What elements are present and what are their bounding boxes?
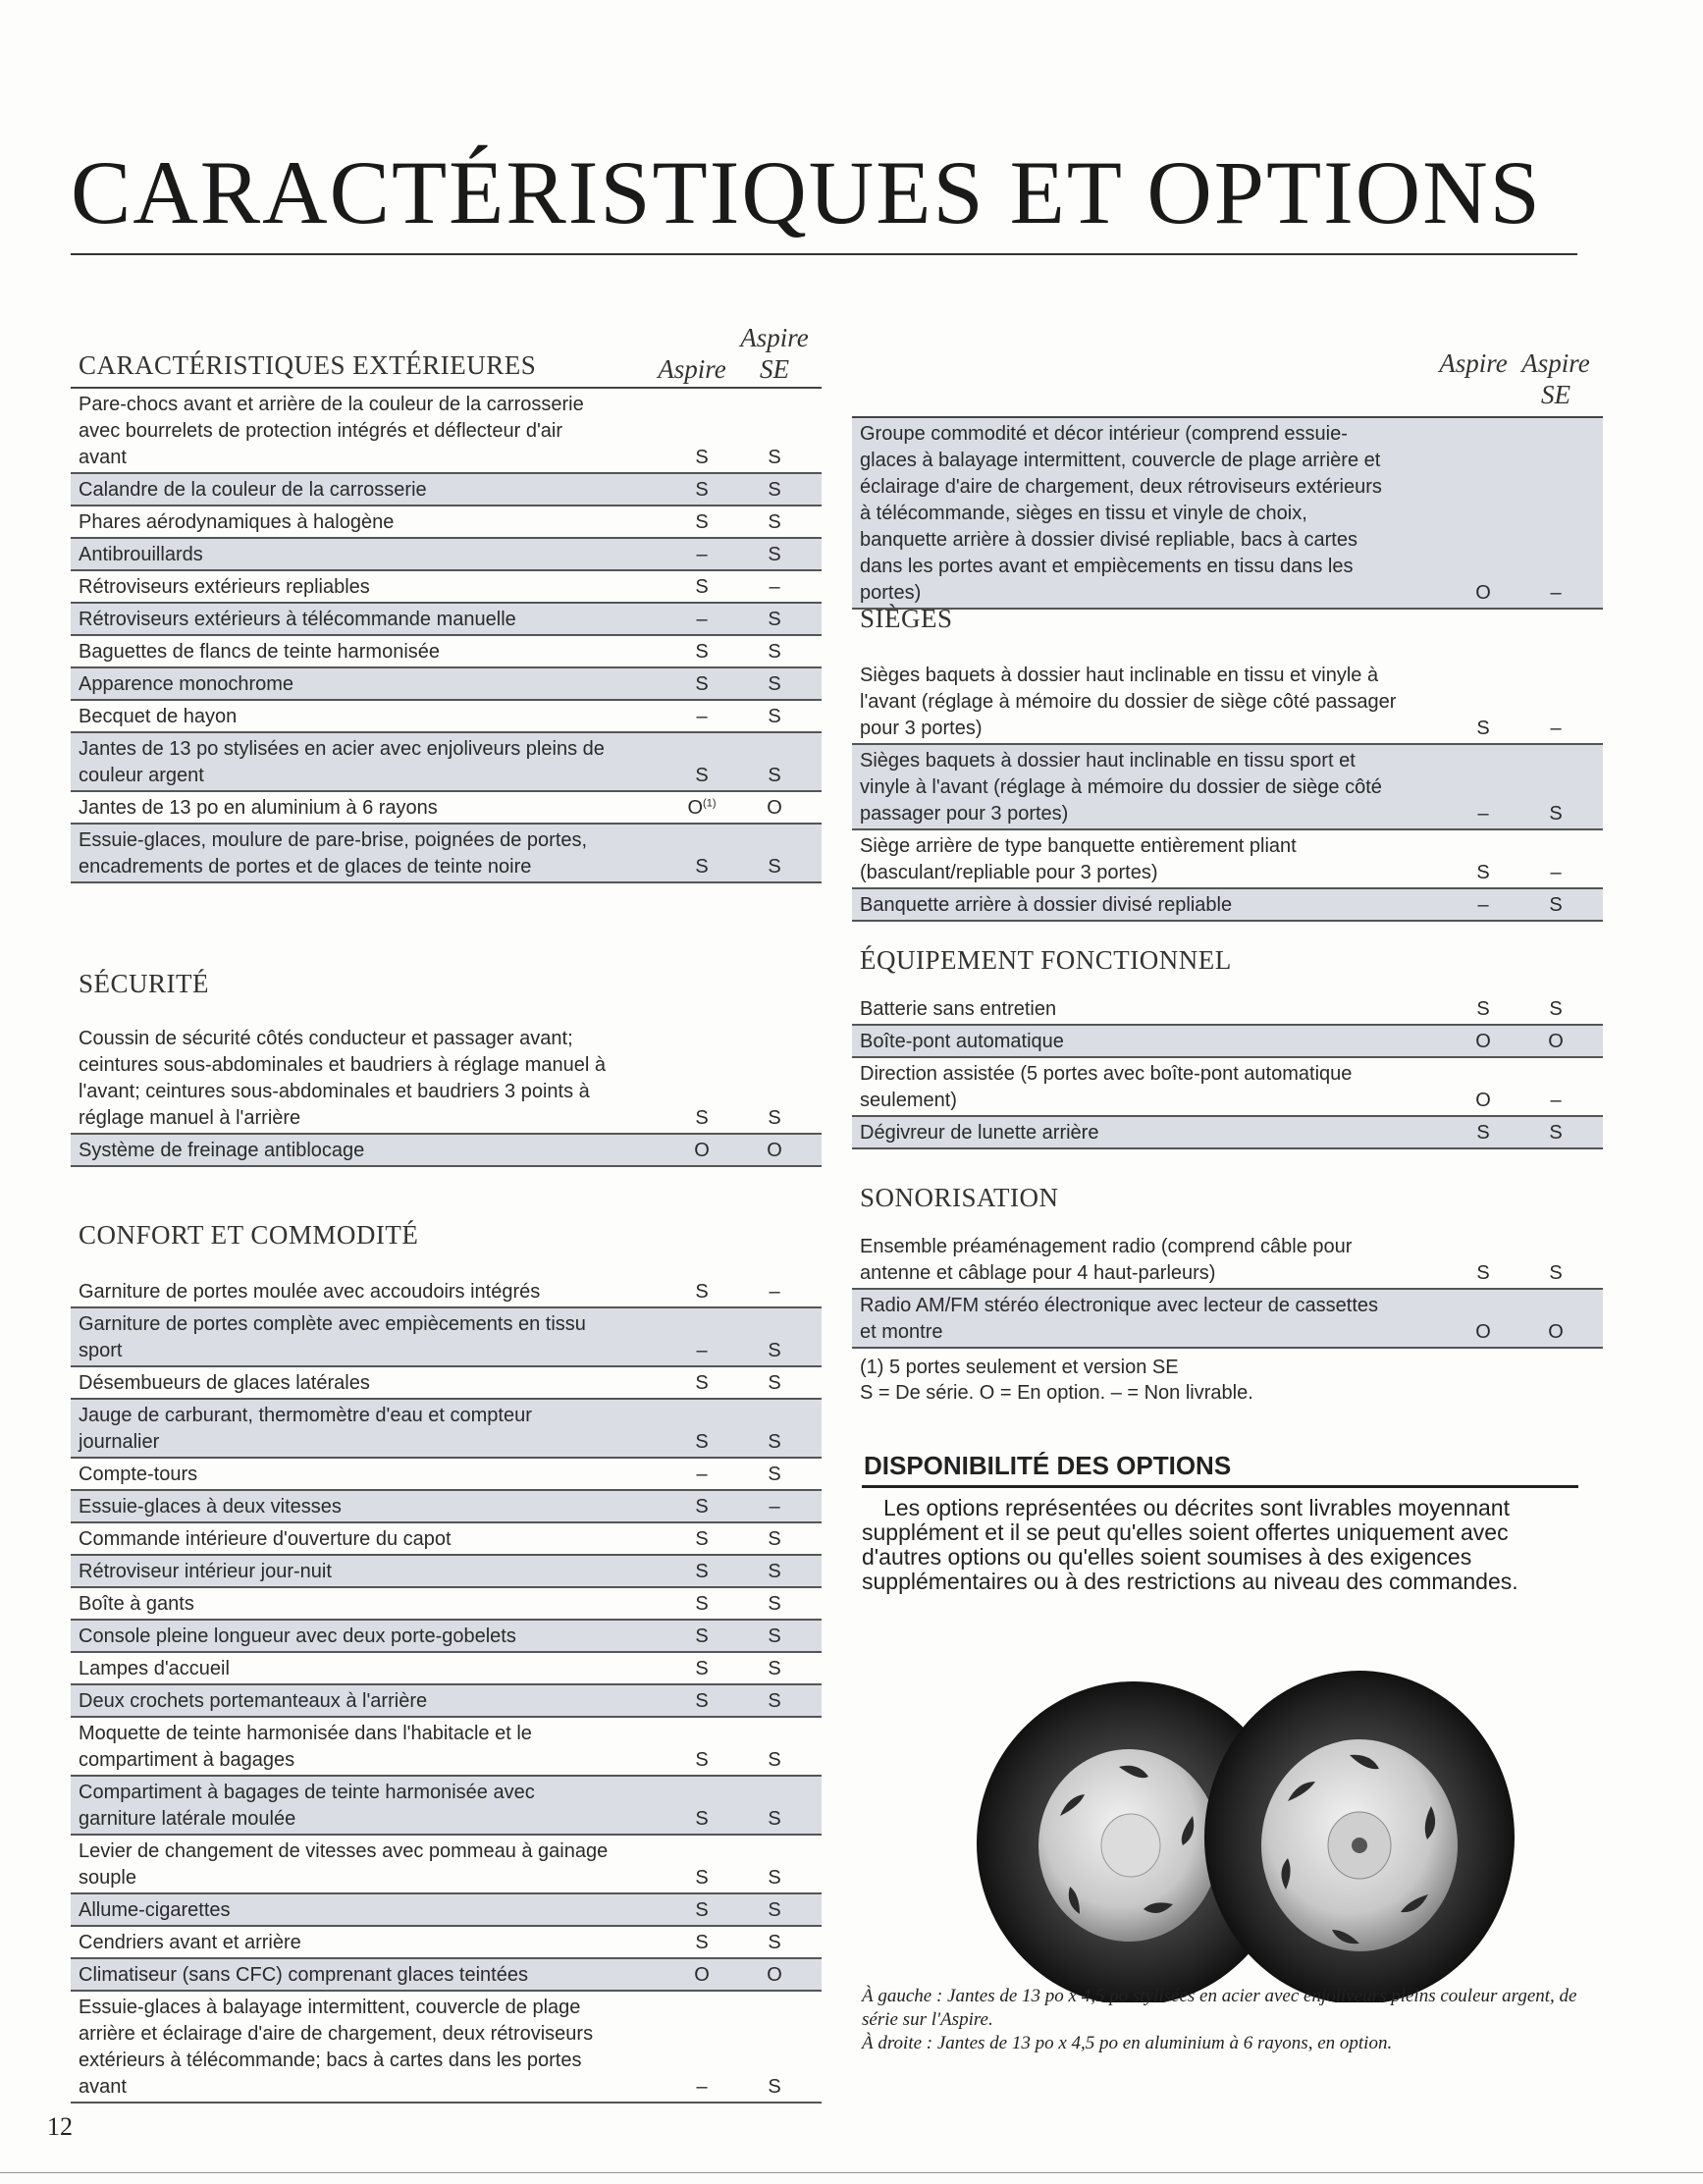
feature-label: Direction assistée (5 portes avec boîte-pont automatique seulement) <box>860 1063 1353 1111</box>
value-aspire <box>672 574 731 601</box>
feature-table <box>71 1023 822 1167</box>
value-aspire-se: S <box>768 1107 781 1129</box>
table-row <box>71 1621 822 1653</box>
value-aspire <box>672 542 731 568</box>
feature-label: Désembueurs de glaces latérales <box>79 1372 370 1394</box>
value-aspire <box>672 1656 731 1682</box>
value-aspire-text: S <box>695 511 709 533</box>
value-aspire <box>672 1930 731 1956</box>
value-aspire <box>672 1338 731 1364</box>
feature-label: Phares aérodynamiques à halogène <box>79 511 395 533</box>
table-row <box>71 1523 822 1556</box>
table-row <box>71 825 822 883</box>
section-exterior <box>71 323 822 883</box>
value-aspire <box>672 1462 731 1488</box>
value-aspire-text: S <box>695 447 709 468</box>
value-aspire-se: S <box>768 641 781 663</box>
value-aspire-se: S <box>768 479 781 501</box>
table-row <box>71 1400 822 1459</box>
feature-table <box>852 660 1603 922</box>
feature-label: Compartiment à bagages de teinte harmonisée avec garniture latérale moulée <box>79 1782 535 1830</box>
feature-label: Rétroviseur intérieur jour-nuit <box>79 1561 332 1582</box>
value-aspire-text: – <box>696 1464 708 1485</box>
feature-label: Baguettes de flancs de teinte harmonisée <box>79 641 441 663</box>
feature-table <box>852 1231 1603 1349</box>
value-aspire-se: S <box>768 706 781 727</box>
wheels-photo <box>972 1669 1521 2002</box>
feature-label: Pare-chocs avant et arrière de la couleur de la carrosserie avec bourrelets de protection intégrés et déflecteur d'air avant <box>79 394 584 468</box>
value-aspire-text: S <box>695 479 709 501</box>
value-aspire <box>672 1559 731 1585</box>
table-row <box>71 1653 822 1685</box>
value-aspire-se: S <box>768 1808 781 1830</box>
value-aspire <box>672 639 731 666</box>
table-row <box>71 1894 822 1927</box>
table-row <box>852 1058 1603 1117</box>
feature-label: Rétroviseurs extérieurs repliables <box>79 576 370 598</box>
feature-label: Garniture de portes complète avec empiècements en tissu sport <box>79 1313 586 1361</box>
feature-label: Essuie-glaces, moulure de pare-brise, poignées de portes, encadrements de portes et de glaces de teinte noire <box>79 829 588 878</box>
value-aspire-text: S <box>1476 862 1490 883</box>
value-aspire-se: S <box>1549 894 1563 916</box>
page-number: 12 <box>47 2112 73 2141</box>
table-row <box>852 745 1603 830</box>
value-aspire-se: S <box>768 765 781 786</box>
table-row <box>71 1023 822 1135</box>
section-title: SIÈGES <box>860 604 953 633</box>
value-aspire-se: S <box>768 1372 781 1394</box>
value-aspire-se: S <box>768 1340 781 1361</box>
value-aspire <box>672 704 731 730</box>
feature-label: Sièges baquets à dossier haut inclinable en tissu et vinyle à l'avant (réglage à mémoire du dossier de siège côté passager pour 3 portes) <box>860 665 1397 739</box>
table-row <box>71 1927 822 1959</box>
value-aspire-text: – <box>696 544 708 565</box>
value-aspire <box>672 1897 731 1924</box>
legend-note: S = De série. O = En option. – = Non livrable. <box>860 1382 1253 1404</box>
value-aspire-text: S <box>695 1899 709 1921</box>
feature-label: Apparence monochrome <box>79 673 294 695</box>
feature-label: Cendriers avant et arrière <box>79 1932 301 1953</box>
section-sound <box>852 1180 1603 1406</box>
value-aspire-se: – <box>769 576 780 598</box>
value-aspire <box>1454 1120 1513 1146</box>
value-aspire-text: – <box>696 609 708 630</box>
value-aspire-se: S <box>768 1431 781 1453</box>
value-aspire <box>672 671 731 698</box>
feature-table <box>71 387 822 883</box>
value-aspire-text: S <box>695 1658 709 1679</box>
value-aspire-text: S <box>1476 998 1490 1020</box>
table-row <box>852 993 1603 1026</box>
value-aspire-se: S <box>768 673 781 695</box>
value-aspire-text: O <box>1475 1321 1491 1343</box>
value-aspire-text: S <box>695 641 709 663</box>
table-row <box>71 1367 822 1400</box>
value-aspire-se: S <box>768 1899 781 1921</box>
value-aspire-se: S <box>1549 1122 1563 1144</box>
feature-label: Essuie-glaces à deux vitesses <box>79 1496 342 1518</box>
value-aspire <box>1454 1088 1513 1114</box>
feature-label: Climatiseur (sans CFC) comprenant glaces teintées <box>79 1964 528 1986</box>
value-aspire-se: S <box>768 511 781 533</box>
feature-table <box>71 1276 822 2104</box>
table-row <box>852 830 1603 889</box>
value-aspire-text: S <box>695 1808 709 1830</box>
section-title: SÉCURITÉ <box>79 969 210 998</box>
table-row <box>71 1588 822 1621</box>
value-aspire <box>672 1494 731 1520</box>
availability-text: Les options représentées ou décrites sont livrables moyennant supplément et il se peut qu'elles soient offertes uniquement avec d'autres options ou qu'elles soient soumises à des exigences supplémentaires ou à des restrictions au niveau des commandes. <box>862 1495 1518 1594</box>
value-aspire-se: O <box>767 797 782 819</box>
value-aspire-se: S <box>768 1593 781 1615</box>
table-row <box>71 636 822 668</box>
value-aspire-se: S <box>768 1625 781 1647</box>
table-row <box>852 418 1603 610</box>
value-aspire-text: S <box>695 1528 709 1550</box>
feature-label: Commande intérieure d'ouverture du capot <box>79 1528 452 1550</box>
value-aspire-se: – <box>1550 718 1562 739</box>
feature-label: Système de freinage antiblocage <box>79 1140 365 1161</box>
table-row <box>71 1491 822 1523</box>
section-seats <box>852 601 1603 922</box>
table-row <box>71 1556 822 1588</box>
value-aspire-text: – <box>1477 803 1489 825</box>
photo-caption <box>862 1985 1588 2055</box>
value-aspire-se: S <box>768 1528 781 1550</box>
table-row <box>71 792 822 825</box>
aluminium-wheel <box>1204 1671 1515 2002</box>
value-aspire-text: O <box>694 1140 710 1161</box>
value-aspire <box>672 854 731 880</box>
value-aspire-se: – <box>1550 1090 1562 1111</box>
value-aspire-text: – <box>696 1340 708 1361</box>
value-aspire-text: O <box>694 1964 710 1986</box>
footnote-marker: (1) <box>703 797 717 810</box>
feature-label: Antibrouillards <box>79 544 203 565</box>
section-title: ÉQUIPEMENT FONCTIONNEL <box>860 945 1232 975</box>
table-row <box>71 1685 822 1718</box>
table-row <box>71 701 822 733</box>
title-rule <box>71 253 1577 255</box>
bottom-rule <box>0 2172 1703 2173</box>
value-aspire-text: S <box>695 1932 709 1953</box>
value-aspire-se: S <box>768 2076 781 2098</box>
value-aspire <box>1454 892 1513 919</box>
value-aspire-text: – <box>696 2076 708 2098</box>
value-aspire-se: O <box>1548 1031 1564 1052</box>
value-aspire-text: S <box>695 856 709 878</box>
value-aspire-se: S <box>1549 1262 1563 1284</box>
value-aspire-text: S <box>695 1431 709 1453</box>
column-header-aspire: Aspire <box>1439 348 1508 378</box>
feature-label: Becquet de hayon <box>79 706 238 727</box>
value-aspire-text: – <box>696 706 708 727</box>
availability-block <box>862 1451 1588 1594</box>
value-aspire-se: S <box>768 1561 781 1582</box>
value-aspire-se: S <box>768 1658 781 1679</box>
feature-label: Essuie-glaces à balayage intermittent, couvercle de plage arrière et éclairage d'aire de chargement, deux rétroviseurs extérieurs à télécommande; bacs à cartes dans les portes avant <box>79 1997 594 2098</box>
caption-right: À droite : Jantes de 13 po x 4,5 po en aluminium à 6 rayons, en option. <box>862 2033 1393 2053</box>
value-aspire <box>672 1962 731 1989</box>
value-aspire-se: S <box>768 544 781 565</box>
column-header-aspire-se: Aspire SE <box>1521 348 1590 409</box>
value-aspire <box>672 1429 731 1456</box>
feature-label: Boîte à gants <box>79 1593 194 1615</box>
feature-label: Groupe commodité et décor intérieur (comprend essuie-glaces à balayage intermittent, couvercle de plage arrière et éclairage d'aire de chargement, deux rétroviseurs extérieurs à télécommande, sièges en tissu et vinyle de choix, banquette arrière à dossier divisé repliable, bacs à cartes dans les portes avant et empiècements en tissu dans les portes) <box>860 423 1382 604</box>
feature-label: Jauge de carburant, thermomètre d'eau et compteur journalier <box>79 1405 532 1453</box>
page-title: CARACTÉRISTIQUES ET OPTIONS <box>71 142 1542 242</box>
feature-table <box>852 993 1603 1149</box>
table-row <box>71 733 822 792</box>
value-aspire <box>1454 860 1513 886</box>
table-row <box>71 539 822 571</box>
value-aspire-se: – <box>1550 862 1562 883</box>
table-row <box>71 1959 822 1992</box>
value-aspire <box>672 1591 731 1618</box>
value-aspire <box>1454 1319 1513 1346</box>
value-aspire-se: – <box>769 1496 780 1518</box>
value-aspire-se: – <box>769 1281 780 1303</box>
value-aspire-text: S <box>695 1496 709 1518</box>
value-aspire-se: S <box>768 1932 781 1953</box>
column-header-aspire-se: Aspire SE <box>740 323 809 384</box>
feature-label: Deux crochets portemanteaux à l'arrière <box>79 1690 428 1712</box>
value-aspire-text: S <box>695 1561 709 1582</box>
value-aspire <box>1454 801 1513 827</box>
feature-label: Levier de changement de vitesses avec pommeau à gainage souple <box>79 1840 609 1889</box>
value-aspire-text: S <box>695 1107 709 1129</box>
table-row <box>71 1718 822 1777</box>
section-title: CARACTÉRISTIQUES EXTÉRIEURES <box>79 350 537 380</box>
value-aspire <box>672 1279 731 1305</box>
value-aspire <box>672 2074 731 2101</box>
value-aspire <box>672 795 731 822</box>
section-functional <box>852 942 1603 1149</box>
value-aspire-text: S <box>1476 1262 1490 1284</box>
value-aspire-text: – <box>1477 894 1489 916</box>
value-aspire <box>1454 996 1513 1023</box>
value-aspire-text: S <box>695 1867 709 1889</box>
value-aspire-se: S <box>1549 803 1563 825</box>
table-row <box>71 1459 822 1491</box>
value-aspire-se: O <box>1548 1321 1564 1343</box>
table-row <box>71 389 822 474</box>
table-row <box>71 1836 822 1894</box>
value-aspire-text: S <box>695 1593 709 1615</box>
table-row <box>71 1135 822 1167</box>
value-aspire <box>672 477 731 504</box>
section-comfort <box>71 1217 822 2104</box>
table-row <box>71 1276 822 1308</box>
value-aspire <box>1454 1029 1513 1055</box>
table-row <box>71 474 822 506</box>
value-aspire <box>672 445 731 471</box>
value-aspire-se: S <box>768 1690 781 1712</box>
value-aspire <box>672 1865 731 1891</box>
value-aspire-text: S <box>695 1749 709 1771</box>
value-aspire-text: S <box>695 1372 709 1394</box>
value-aspire <box>672 1370 731 1397</box>
value-aspire-text: S <box>695 576 709 598</box>
value-aspire-text: S <box>695 1690 709 1712</box>
value-aspire-text: S <box>695 765 709 786</box>
table-row <box>852 1026 1603 1058</box>
table-row <box>71 1992 822 2104</box>
value-aspire-text: S <box>1476 1122 1490 1144</box>
feature-table <box>852 416 1603 610</box>
value-aspire-text: S <box>1476 718 1490 739</box>
value-aspire <box>672 1526 731 1553</box>
feature-label: Calandre de la couleur de la carrosserie <box>79 479 427 501</box>
table-row <box>71 604 822 636</box>
table-row <box>71 1308 822 1367</box>
feature-label: Rétroviseurs extérieurs à télécommande manuelle <box>79 609 516 630</box>
section-convenience-group <box>852 340 1603 610</box>
feature-label: Siège arrière de type banquette entièrement pliant (basculant/repliable pour 3 portes) <box>860 835 1297 883</box>
feature-label: Console pleine longueur avec deux porte-gobelets <box>79 1625 516 1647</box>
value-aspire <box>672 509 731 536</box>
feature-label: Jantes de 13 po en aluminium à 6 rayons <box>79 797 438 819</box>
value-aspire <box>672 1806 731 1833</box>
availability-rule <box>862 1485 1578 1488</box>
table-row <box>852 1231 1603 1290</box>
feature-label: Allume-cigarettes <box>79 1899 231 1921</box>
table-row <box>71 668 822 701</box>
value-aspire <box>672 1747 731 1774</box>
availability-title: DISPONIBILITÉ DES OPTIONS <box>864 1451 1232 1480</box>
feature-label: Garniture de portes moulée avec accoudoirs intégrés <box>79 1281 541 1303</box>
value-aspire <box>672 1688 731 1715</box>
feature-label: Banquette arrière à dossier divisé repliable <box>860 894 1233 916</box>
table-row <box>852 1290 1603 1349</box>
value-aspire-text: S <box>695 1625 709 1647</box>
value-aspire-se: O <box>767 1964 782 1986</box>
footnote: (1) 5 portes seulement et version SE <box>860 1357 1179 1378</box>
table-row <box>71 571 822 604</box>
value-aspire-se: S <box>1549 998 1563 1020</box>
value-aspire-text: O <box>687 797 704 819</box>
feature-label: Boîte-pont automatique <box>860 1031 1064 1052</box>
feature-label: Ensemble préaménagement radio (comprend câble pour antenne et câblage pour 4 haut-parleurs) <box>860 1236 1353 1284</box>
feature-label: Dégivreur de lunette arrière <box>860 1122 1099 1144</box>
value-aspire-se: S <box>768 447 781 468</box>
section-title: SONORISATION <box>860 1183 1059 1212</box>
feature-label: Batterie sans entretien <box>860 998 1057 1020</box>
value-aspire-text: O <box>1475 582 1491 604</box>
value-aspire-se: S <box>768 1867 781 1889</box>
value-aspire-se: – <box>1550 582 1562 604</box>
table-row <box>71 506 822 539</box>
value-aspire <box>672 1138 731 1164</box>
feature-label: Sièges baquets à dossier haut inclinable en tissu sport et vinyle à l'avant (réglage à mémoire du dossier de siège côté passager pour 3 portes) <box>860 750 1382 825</box>
value-aspire <box>1454 1260 1513 1287</box>
feature-label: Coussin de sécurité côtés conducteur et passager avant; ceintures sous-abdominales et baudriers à réglage manuel à l'avant; ceintures sous-abdominales et baudriers 3 points à réglage manuel à l'arrière <box>79 1028 606 1129</box>
value-aspire <box>672 763 731 789</box>
column-header-aspire: Aspire <box>658 354 726 384</box>
value-aspire-se: S <box>768 609 781 630</box>
table-row <box>852 660 1603 745</box>
value-aspire-se: S <box>768 1749 781 1771</box>
table-row <box>71 1777 822 1836</box>
value-aspire-text: O <box>1475 1031 1491 1052</box>
value-aspire <box>672 1624 731 1650</box>
value-aspire-se: S <box>768 1464 781 1485</box>
value-aspire-se: O <box>767 1140 782 1161</box>
value-aspire-text: O <box>1475 1090 1491 1111</box>
feature-label: Compte-tours <box>79 1464 198 1485</box>
feature-label: Moquette de teinte harmonisée dans l'habitacle et le compartiment à bagages <box>79 1723 532 1771</box>
value-aspire <box>672 607 731 633</box>
table-row <box>852 1117 1603 1149</box>
feature-label: Jantes de 13 po stylisées en acier avec enjoliveurs pleins de couleur argent <box>79 738 605 786</box>
value-aspire <box>1454 716 1513 742</box>
section-title: CONFORT ET COMMODITÉ <box>79 1220 419 1250</box>
section-safety <box>71 966 822 1167</box>
caption-left: À gauche : Jantes de 13 po x 4,5 po stylisées en acier avec enjoliveurs pleins couleur argent, de série sur l'Aspire. <box>862 1986 1577 2030</box>
value-aspire <box>672 1105 731 1132</box>
value-aspire-text: S <box>695 673 709 695</box>
feature-label: Lampes d'accueil <box>79 1658 230 1679</box>
table-row <box>852 889 1603 922</box>
value-aspire-se: S <box>768 856 781 878</box>
value-aspire-text: S <box>695 1281 709 1303</box>
feature-label: Radio AM/FM stéréo électronique avec lecteur de cassettes et montre <box>860 1295 1379 1343</box>
